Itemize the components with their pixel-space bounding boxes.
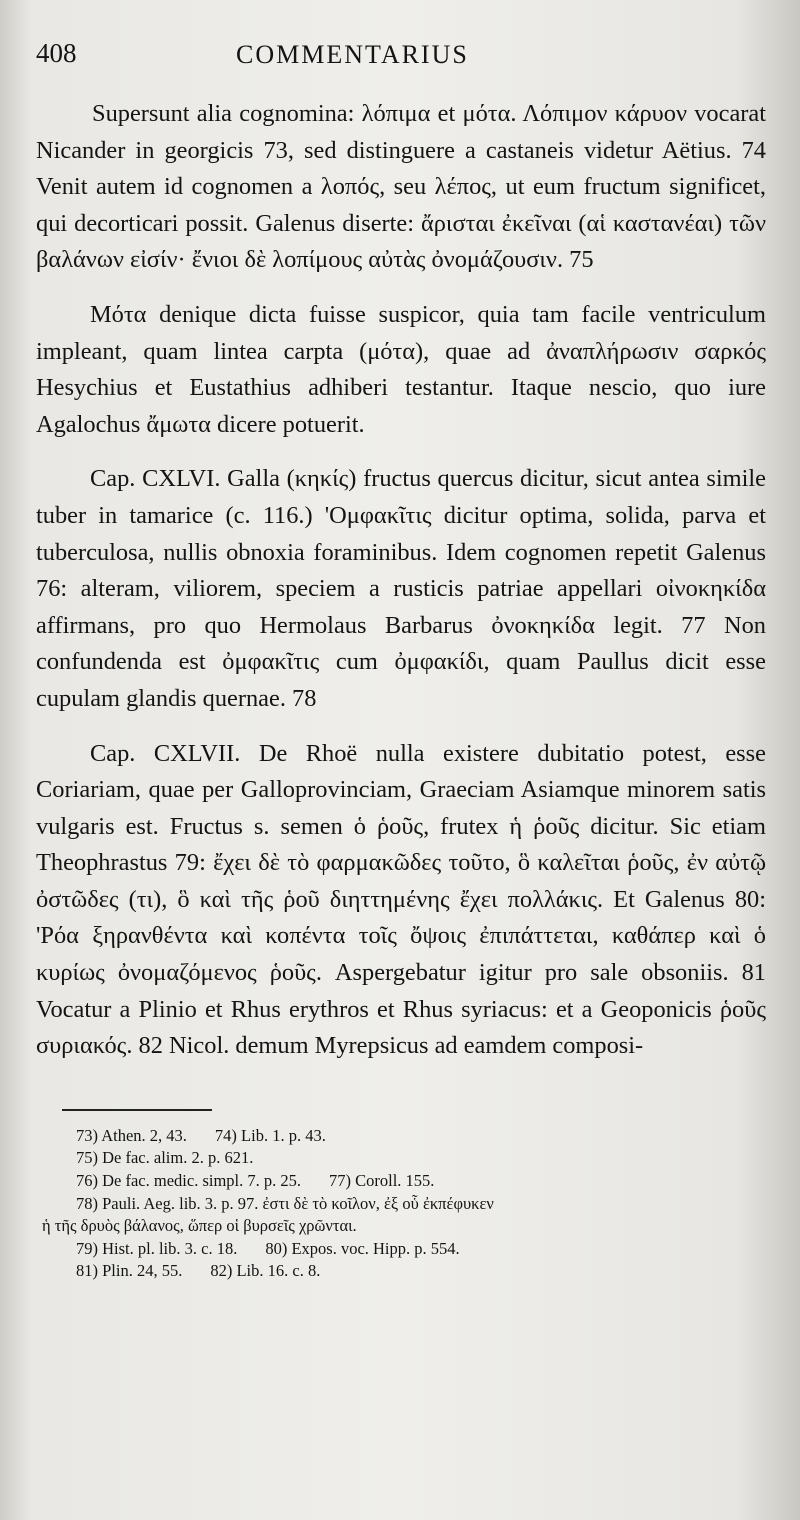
footnote: 77) Coroll. 155. [329,1171,435,1191]
footnotes [36,1125,770,1283]
footnote: 76) De fac. medic. simpl. 7. p. 25. [76,1171,301,1191]
footnote: 78) Pauli. Aeg. lib. 3. p. 97. ἐστι δὲ τὸ κοῖλον, ἐξ οὗ ἐκπέφυκεν [76,1193,494,1213]
footnote-line [76,1170,770,1193]
page-number: 408 [36,38,77,68]
running-title: COMMENTARIUS [236,40,469,69]
footnote: 79) Hist. pl. lib. 3. c. 18. [76,1238,238,1258]
running-head [36,36,770,96]
footnote-rule [62,1109,212,1111]
footnote: 80) Expos. voc. Hipp. p. 554. [265,1238,460,1258]
footnote: 75) De fac. alim. 2. p. 621. [76,1148,254,1168]
footnote-line [76,1193,770,1216]
footnote-line [76,1260,770,1283]
footnote: 82) Lib. 16. c. 8. [210,1261,321,1281]
footnote-line [76,1125,770,1148]
paragraph: Cap. CXLVI. Galla (κηκίς) fructus quercus dicitur, sicut antea simile tuber in tamarice (c. 116.) 'Ομφακῖτις dicitur optima, solida, parva et tuberculosa, nullis obnoxia foraminibus. Idem cognomen repetit Galenus 76: alteram, viliorem, speciem a rusticis patriae appellari οἰνοκηκίδα affirmans, pro quo Hermolaus Barbarus ὀνοκηκίδα legit. 77 Non confundenda est ὀμφακῖτις cum ὀμφακίδι, quam Paullus dicit esse cupulam glandis quernae. 78 [36,465,766,712]
footnote: ἡ τῆς δρυὸς βάλανος, ὥπερ οἱ βυρσεῖς χρῶνται. [42,1216,357,1236]
footnote-line [76,1147,770,1170]
body-text [36,96,770,1065]
footnote-continuation [42,1215,770,1238]
footnote: 73) Athen. 2, 43. [76,1125,187,1145]
footnote-line [76,1238,770,1261]
paragraph: Μότα denique dicta fuisse suspicor, quia tam facile ventriculum impleant, quam lintea carpta (μότα), quae ad ἀναπλήρωσιν σαρκός Hesychius et Eustathius adhiberi testantur. Itaque nescio, quo iure Agalochus ἄμωτα dicere potuerit. [36,300,766,438]
paragraph: Supersunt alia cognomina: λόπιμα et μότα. Λόπιμον κάρυον vocarat Nicander in georgicis 73, sed distinguere a castaneis videtur Aëtius. 74 Venit autem id cognomen a λοπός, seu λέπος, ut eum fructum significet, qui decorticari possit. Galenus diserte: ἄρισται ἐκεῖναι (αἱ καστανέαι) τῶν βαλάνων εἰσίν· ἔνιοι δὲ λοπίμους αὐτὰς ὀνομάζουσιν. 75 [36,100,766,274]
footnote: 81) Plin. 24, 55. [76,1261,183,1281]
paragraph: Cap. CXLVII. De Rhoë nulla existere dubitatio potest, esse Coriariam, quae per Galloprovinciam, Graeciam Asiamque minorem satis vulgaris est. Fructus s. semen ὁ ῥοῦς, frutex ἡ ῥοῦς dicitur. Sic etiam Theophrastus 79: ἔχει δὲ τὸ φαρμακῶδες τοῦτο, ὃ καλεῖται ῥοῦς, ἐν αὐτῷ ὀστῶδες (τι), ὃ καὶ τῆς ῥοῦ διηττημένης ἔχει πολλάκις. Et Galenus 80: 'Ρόα ξηρανθέντα καὶ κοπέντα τοῖς ὄψοις ἐπιπάττεται, καθάπερ καὶ ὁ κυρίως ὀνομαζόμενος ῥοῦς. Aspergebatur igitur pro sale obsoniis. 81 Vocatur a Plinio et Rhus erythros et Rhus syriacus: et a Geoponicis ῥοῦς συριακός. 82 Nicol. demum Myrepsicus ad eamdem composi- [36,739,766,1060]
footnote: 74) Lib. 1. p. 43. [214,1125,326,1145]
